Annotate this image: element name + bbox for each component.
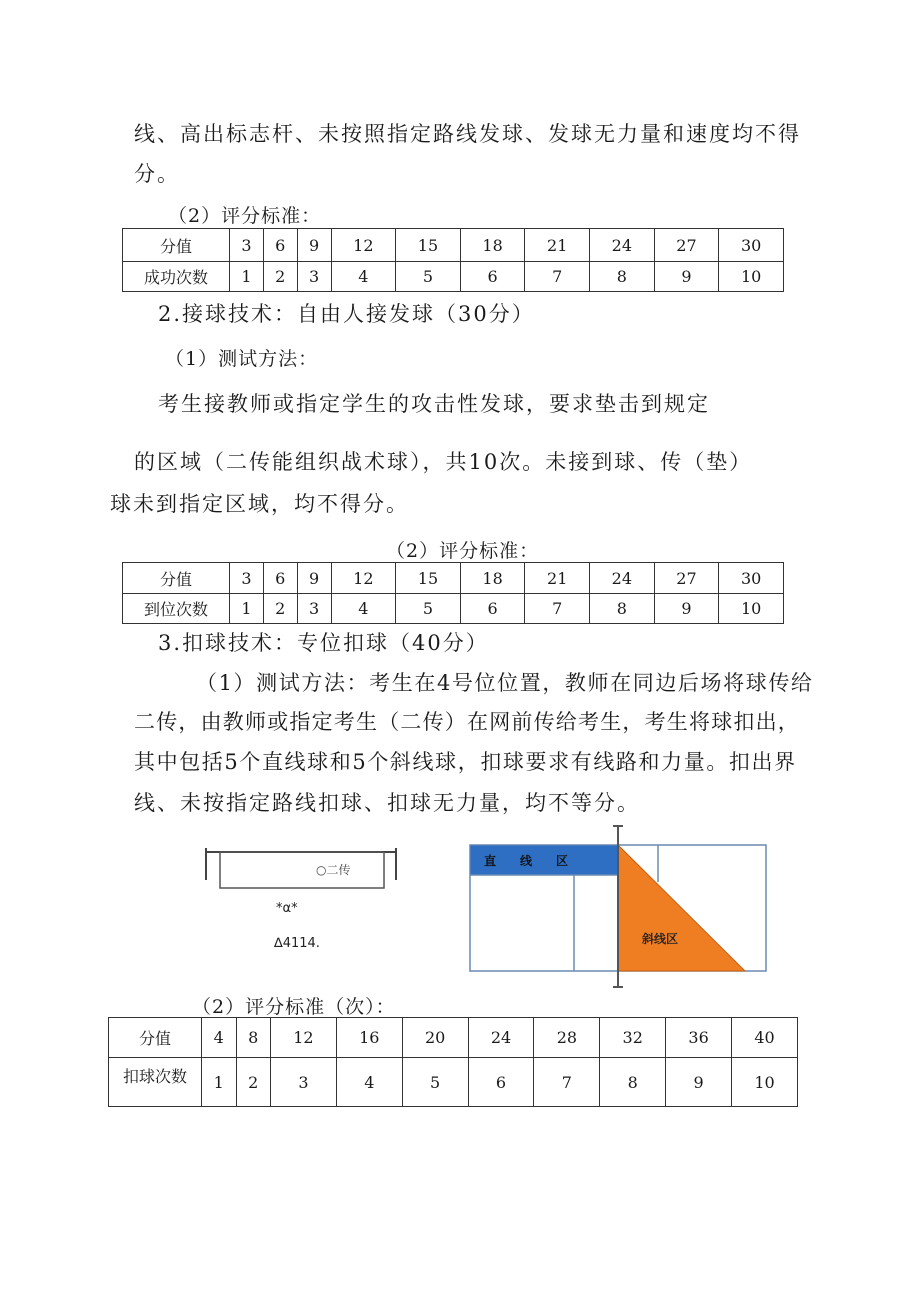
table-cell: 24: [590, 563, 655, 594]
position-mark: *α*: [276, 901, 298, 916]
table-cell: 10: [719, 262, 784, 292]
table-cell: 1: [230, 262, 264, 292]
table-row: [123, 229, 784, 262]
table-cell: 30: [719, 563, 784, 594]
row-label: 分值: [109, 1018, 202, 1058]
score-table-spike: [108, 1017, 798, 1107]
table-cell: 3: [297, 262, 331, 292]
table-cell: 32: [600, 1018, 666, 1058]
row-label: 分值: [123, 563, 230, 594]
paragraph-line: 线、高出标志杆、未按照指定路线发球、发球无力量和速度均不得: [134, 122, 801, 146]
table-cell: 5: [396, 262, 461, 292]
section-title: 3.扣球技术：专位扣球（40分）: [158, 631, 489, 655]
table-cell: 4: [331, 594, 396, 624]
table-cell: 3: [297, 594, 331, 624]
straight-zone-label: 直 线 区: [484, 854, 569, 868]
paragraph-line: 分。: [134, 162, 180, 186]
table-cell: 7: [525, 594, 590, 624]
table-cell: 12: [271, 1018, 337, 1058]
table-row: [123, 563, 784, 594]
table-cell: 4: [331, 262, 396, 292]
table-cell: 3: [230, 229, 264, 262]
table-cell: 36: [666, 1018, 732, 1058]
section-heading: （2）评分标准：: [168, 205, 322, 227]
table-cell: 2: [263, 262, 297, 292]
table-row: [109, 1018, 798, 1058]
score-table-serve: [122, 228, 784, 292]
table-cell: 6: [263, 563, 297, 594]
table-cell: 24: [590, 229, 655, 262]
table-cell: 27: [654, 563, 719, 594]
table-cell: 21: [525, 229, 590, 262]
table-cell: 8: [590, 594, 655, 624]
paragraph-line: 线、未按指定路线扣球、扣球无力量，均不等分。: [134, 791, 640, 815]
paragraph-line: 二传，由教师或指定考生（二传）在网前传给考生，考生将球扣出，: [134, 710, 800, 734]
section-heading: （1）测试方法：: [165, 348, 319, 370]
court-area: [220, 852, 384, 888]
table-cell: 12: [331, 563, 396, 594]
table-cell: 15: [396, 229, 461, 262]
table-cell: 7: [525, 262, 590, 292]
table-cell: 1: [202, 1058, 237, 1107]
table-cell: 27: [654, 229, 719, 262]
table-cell: 10: [719, 594, 784, 624]
table-cell: 5: [396, 594, 461, 624]
spike-zone-diagram: [462, 822, 772, 992]
section-title: 2.接球技术：自由人接发球（30分）: [158, 302, 535, 326]
diagonal-zone-label: 斜线区: [642, 932, 679, 946]
table-cell: 24: [468, 1018, 534, 1058]
table-cell: 18: [460, 229, 525, 262]
position-code: ∆4114.: [274, 936, 320, 951]
section-heading: （2）评分标准（次）：: [192, 996, 396, 1018]
table-cell: 9: [654, 594, 719, 624]
paragraph-line: 其中包括5个直线球和5个斜线球，扣球要求有线路和力量。扣出界: [134, 750, 797, 774]
table-cell: 6: [263, 229, 297, 262]
table-cell: 8: [590, 262, 655, 292]
table-cell: 8: [600, 1058, 666, 1107]
table-row: [123, 594, 784, 624]
row-label: 到位次数: [123, 594, 230, 624]
paragraph-line: 考生接教师或指定学生的攻击性发球，要求垫击到规定: [158, 392, 710, 416]
table-cell: 8: [236, 1018, 271, 1058]
table-cell: 3: [230, 563, 264, 594]
table-cell: 28: [534, 1018, 600, 1058]
table-cell: 21: [525, 563, 590, 594]
net-setter-diagram: [200, 838, 410, 958]
table-cell: 6: [468, 1058, 534, 1107]
table-cell: 4: [202, 1018, 237, 1058]
table-cell: 10: [732, 1058, 798, 1107]
table-cell: 9: [666, 1058, 732, 1107]
table-cell: 18: [460, 563, 525, 594]
row-label: 成功次数: [123, 262, 230, 292]
paragraph-line: （1）测试方法：考生在4号位位置，教师在同边后场将球传给: [196, 671, 814, 695]
table-cell: 40: [732, 1018, 798, 1058]
table-cell: 20: [402, 1018, 468, 1058]
table-cell: 7: [534, 1058, 600, 1107]
table-cell: 16: [336, 1018, 402, 1058]
table-row: [109, 1058, 798, 1107]
row-label: 分值: [123, 229, 230, 262]
table-cell: 9: [297, 229, 331, 262]
setter-label: ○二传: [316, 863, 351, 877]
table-cell: 3: [271, 1058, 337, 1107]
table-cell: 4: [336, 1058, 402, 1107]
score-table-receive: [122, 562, 784, 624]
table-cell: 9: [297, 563, 331, 594]
table-cell: 15: [396, 563, 461, 594]
table-cell: 2: [236, 1058, 271, 1107]
paragraph-line: 的区域（二传能组织战术球），共10次。未接到球、传（垫）: [134, 450, 753, 474]
table-cell: 6: [460, 594, 525, 624]
table-cell: 30: [719, 229, 784, 262]
table-row: [123, 262, 784, 292]
table-cell: 6: [460, 262, 525, 292]
table-cell: 9: [654, 262, 719, 292]
table-cell: 12: [331, 229, 396, 262]
paragraph-line: 球未到指定区域，均不得分。: [110, 492, 409, 516]
section-heading: （2）评分标准：: [386, 540, 540, 562]
table-cell: 5: [402, 1058, 468, 1107]
row-label: 扣球次数: [109, 1058, 202, 1107]
table-cell: 2: [263, 594, 297, 624]
table-cell: 1: [230, 594, 264, 624]
